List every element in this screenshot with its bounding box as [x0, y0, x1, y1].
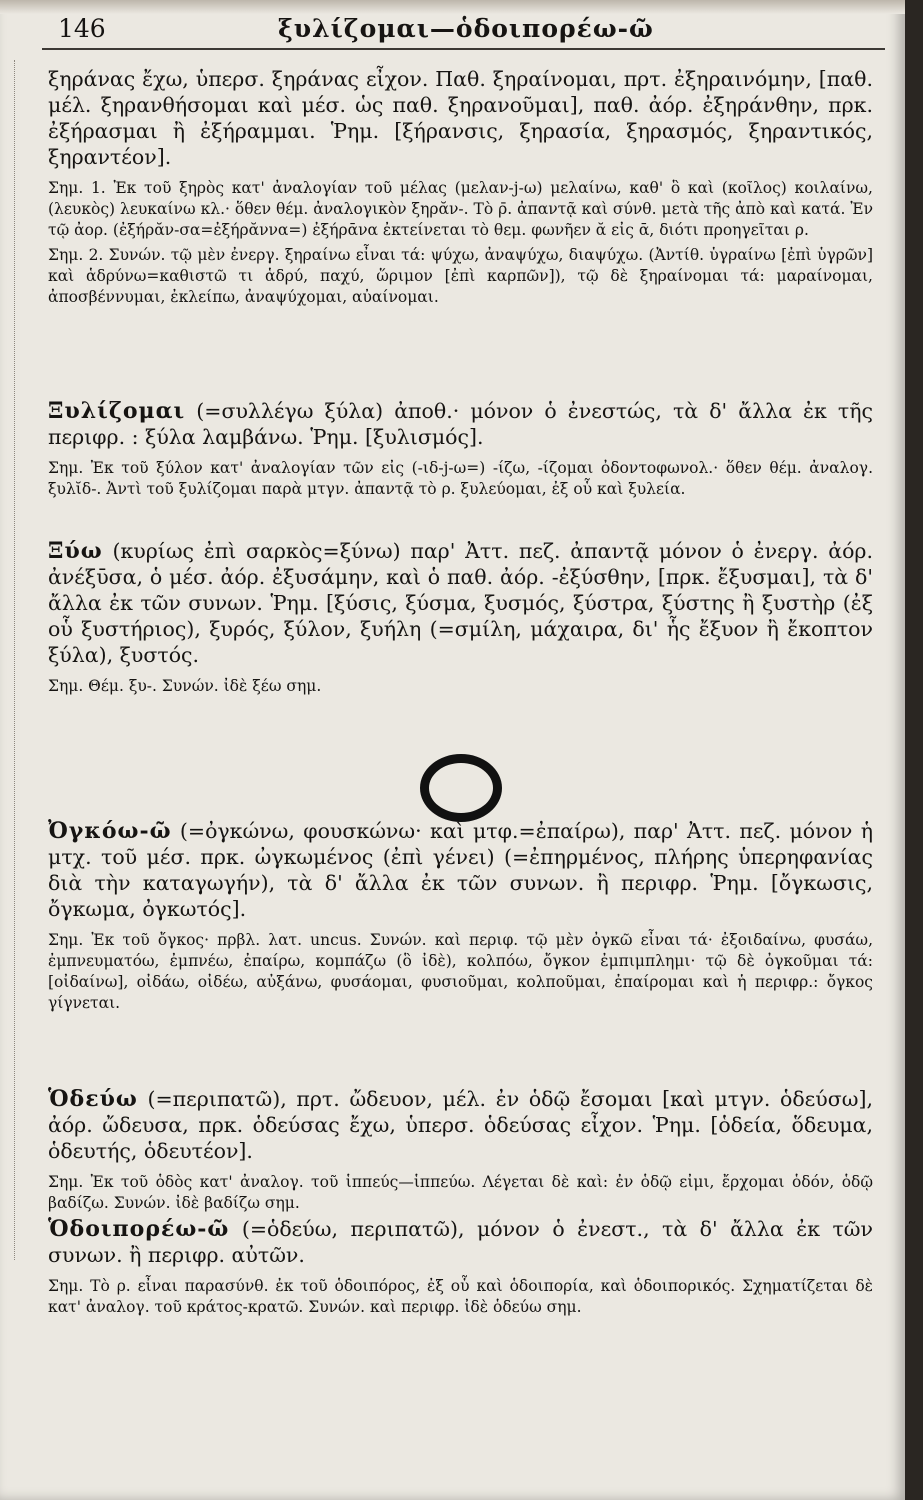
entry-body [48, 1086, 873, 1164]
entry-text: (=ὁδεύω, περιπατῶ), μόνον ὁ ἐνεστ., τὰ δ' ἄλλα ἐκ τῶν συνων. ἢ περιφρ. αὐτῶν. [48, 1217, 873, 1267]
entry-note: Σημ. 1. Ἐκ τοῦ ξηρὸς κατ' ἀναλογίαν τοῦ μέλας (μελαν-j-ω) μελαίνω, καθ' ὃ καὶ (κοῖλος) κοιλαίνω, (λευκὸς) λευκαίνω κλ.· ὅθεν θέμ. ἀναλογικὸν ξηρᾰν-. Τὸ ρ̄. ἀπαντᾷ καὶ σύνθ. μετὰ τῆς ἀπὸ καὶ κατά. Ἐν τῷ ἀορ. (ἐξήρᾰν-σα=ἐξήρᾰννα=) ἐξήρᾱνα ἐκτείνεται τὸ θεμ. φωνῆεν ᾰ εἰς ᾱ, διότι προηγεῖται ρ. [48, 179, 873, 239]
entry-body [48, 538, 873, 668]
entry-xeraino-continuation [48, 66, 873, 312]
entry-note: Σημ. Ἐκ τοῦ ὁδὸς κατ' ἀναλογ. τοῦ ἱππεύς—ἱππεύω. Λέγεται δὲ καὶ: ἐν ὁδῷ εἰμι, ἔρχομαι ὁδόν, ὁδῷ βαδίζω. Συνών. ἰδὲ βαδίζω σημ. [48, 1173, 873, 1212]
entry-xyo [48, 538, 873, 701]
entry-note: Σημ. Ἐκ τοῦ ὄγκος· πρβλ. λατ. uncus. Συνών. καὶ περιφ. τῷ μὲν ὀγκῶ εἶναι τά· ἐξοιδαίνω, φυσάω, ἐμπνευματόω, ἐμπνέω, ἐπαίρω, κομπάζω (ὃ ἰδὲ), κολπόω, ὄγκον ἐμπιμπλημι· τῷ δὲ ὀγκοῦμαι τά: [οἰδαίνω], οἰδάω, οἰδέω, αὐξάνω, φυσάομαι, φυσιοῦμαι, κολποῦμαι, ἐπαίρομαι καὶ ἡ περιφρ.: ὄγκος γίγνεται. [48, 931, 873, 1012]
entry-lemma: Ξυλίζομαι [48, 398, 186, 424]
entry-lemma: Ὁδεύω [48, 1086, 138, 1112]
entry-hodoiporeo [48, 1216, 873, 1322]
entry-hodeuo [48, 1086, 873, 1218]
header-rule [42, 48, 885, 50]
entry-text: (=περιπατῶ), πρτ. ὤδευον, μέλ. ἐν ὁδῷ ἔσομαι [καὶ μτγν. ὁδεύσω], ἀόρ. ὤδευσα, πρκ. ὁδεύσας ἔχω, ὑπερσ. ὁδεύσας εἶχον. Ῥημ. [ὁδεία, ὅδευμα, ὁδευτής, ὁδευτέον]. [48, 1087, 873, 1163]
page-edge-wear [14, 60, 21, 1260]
entry-note: Σημ. Τὸ ρ. εἶναι παρασύνθ. ἐκ τοῦ ὁδοιπόρος, ἐξ οὗ καὶ ὁδοιπορία, καὶ ὁδοιπορικός. Σχηματίζεται δὲ κατ' ἀναλογ. τοῦ κράτος-κρατῶ. Συνών. καὶ περιφρ. ἰδὲ ὁδεύω σημ. [48, 1277, 873, 1316]
entry-xylizomai [48, 398, 873, 504]
entry-body [48, 1216, 873, 1268]
entry-note: Σημ. Ἐκ τοῦ ξύλον κατ' ἀναλογίαν τῶν εἰς (-ιδ-j-ω=) -ίζω, -ίζομαι ὀδοντοφωνολ.· ὅθεν θέμ. ἀναλογ. ξυλῐδ-. Ἀντὶ τοῦ ξυλίζομαι παρὰ μτγν. ἀπαντᾷ τὸ ρ. ξυλεύομαι, ἐξ οὗ καὶ ξυλεία. [48, 459, 873, 498]
running-head: ξυλίζομαι—ὁδοιπορέω-ῶ [278, 14, 654, 43]
entry-body [48, 818, 873, 922]
entry-note: Σημ. Θέμ. ξυ-. Συνών. ἰδὲ ξέω σημ. [48, 677, 322, 695]
page-number: 146 [58, 14, 106, 43]
entry-lemma: Ὁδοιπορέω-ῶ [48, 1216, 230, 1242]
entry-note: Σημ. 2. Συνών. τῷ μὲν ἐνεργ. ξηραίνω εἶναι τά: ψύχω, ἀναψύχω, διαψύχω. (Ἀντίθ. ὑγραίνω [ἐπὶ ὑγρῶν] καὶ ἁδρύνω=καθιστῶ τι ἁδρύ, παχύ, ὥριμον [ἐπὶ καρπῶν]), τῷ δὲ ξηραίνομαι τά: μαραίνομαι, ἀποσβέννυμαι, ἐκλείπω, ἀναψύχομαι, αὐαίνομαι. [48, 246, 873, 306]
entry-lemma: Ὀγκόω-ῶ [48, 818, 172, 844]
entry-text: (κυρίως ἐπὶ σαρκὸς=ξύνω) παρ' Ἀττ. πεζ. ἀπαντᾷ μόνον ὁ ἐνεργ. ἀόρ. ἀνέξῡσα, ὁ μέσ. ἀόρ. ἐξυσάμην, καὶ ὁ παθ. ἀόρ. -ἐξύσθην, [πρκ. ἔξυσμαι], τὰ δ' ἄλλα ἐκ τῶν συνων. Ῥημ. [ξύσις, ξύσμα, ξυσμός, ξύστρα, ξύστης ἢ ξυστὴρ (ἐξ οὗ ξυστήριος), ξυρός, ξύλον, ξυήλη (=σμίλη, μάχαιρα, δι' ἧς ἔξυον ἢ ἔκοπτον ξύλα), ξυστός. [48, 539, 873, 667]
entry-body: ξηράνας ἔχω, ὑπερσ. ξηράνας εἶχον. Παθ. ξηραίνομαι, πρτ. ἐξηραινόμην, [παθ. μέλ. ξηρανθήσομαι καὶ μέσ. ὡς παθ. ξηρανοῦμαι], παθ. ἀόρ. ἐξηράνθην, πρκ. ἐξήρασμαι ἢ ἐξήραμμαι. Ῥημ. [ξήρανσις, ξηρασία, ξηρασμός, ξηραντικός, ξηραντέον]. [48, 67, 873, 169]
entry-body [48, 398, 873, 450]
entry-text: (=συλλέγω ξύλα) ἀποθ.· μόνον ὁ ἐνεστώς, τὰ δ' ἄλλα ἐκ τῆς περιφρ. : ξύλα λαμβάνω. Ῥημ. [ξυλισμός]. [48, 399, 873, 449]
entry-onkoo [48, 818, 873, 1018]
entry-lemma: Ξύω [48, 538, 103, 564]
section-letter-omicron [48, 746, 873, 822]
entry-text: (=ὀγκώνω, φουσκώνω· καὶ μτφ.=ἐπαίρω), παρ' Ἀττ. πεζ. μόνον ἡ μτχ. τοῦ μέσ. πρκ. ὠγκωμένος (ἐπὶ γένει) (=ἐπηρμένος, πλήρης ὑπερηφανίας διὰ τὴν καταγωγήν), τὰ δ' ἄλλα ἐκ τῶν συνων. ἢ περιφρ. Ῥημ. [ὄγκωσις, ὄγκωμα, ὀγκωτός]. [48, 819, 873, 921]
